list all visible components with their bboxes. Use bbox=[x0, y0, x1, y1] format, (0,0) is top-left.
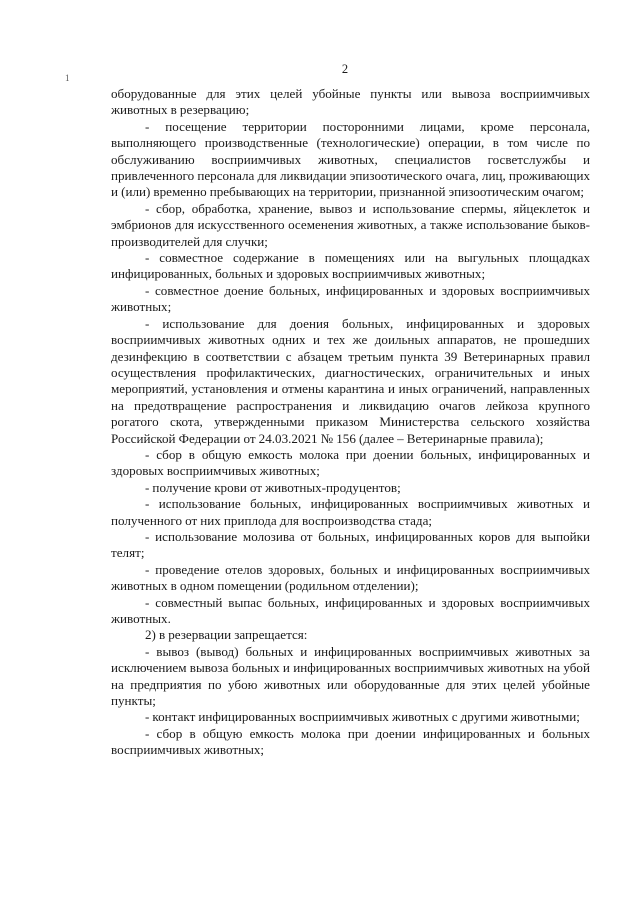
paragraph-item: - посещение территории посторонними лицами, кроме персонала, выполняющего производственные (технологические) операции, в том числе по обслуживанию восприимчивых животных, специалистов госветслужбы и привлеченного персонала для ликвидации эпизоотического очага, лиц, проживающих и (или) временно пребывающих на территории, признанной эпизоотическим очагом; bbox=[111, 118, 590, 200]
paragraph-item: - контакт инфицированных восприимчивых животных с другими животными; bbox=[145, 709, 580, 725]
page-number: 2 bbox=[341, 62, 349, 76]
margin-mark: 1 bbox=[65, 73, 70, 83]
paragraph-item: - сбор в общую емкость молока при доении инфицированных и больных восприимчивых животных; bbox=[111, 725, 590, 758]
paragraph-item: - использование для доения больных, инфицированных и здоровых восприимчивых животных одних и тех же доильных аппаратов, не прошедших дезинфекцию в соответствии с абзацем третьим пункта 39 Ветеринарных правил осуществления профилактических, диагностических, ограничительных и иных мероприятий, установления и отмены карантина и иных ограничений, направленных на предотвращение распространения и ликвидацию очагов лейкоза крупного рогатого скота, утвержденными приказом Министерства сельского хозяйства Российской Федерации от 24.03.2021 № 156 (далее – Ветеринарные правила); bbox=[111, 315, 590, 446]
paragraph-item: - вывоз (вывод) больных и инфицированных восприимчивых животных за исключением вывоза больных и инфицированных восприимчивых животных на убой на предприятия по убою животных или оборудованные для этих целей убойные пункты; bbox=[111, 643, 590, 709]
section-heading: 2) в резервации запрещается: bbox=[145, 627, 308, 643]
paragraph-continuation: оборудованные для этих целей убойные пункты или вывоза восприимчивых животных в резервацию; bbox=[111, 86, 590, 118]
paragraph-item: - совместное доение больных, инфицированных и здоровых восприимчивых животных; bbox=[111, 282, 590, 315]
paragraph-item: - получение крови от животных-продуцентов; bbox=[145, 479, 401, 495]
paragraph-item: - сбор в общую емкость молока при доении больных, инфицированных и здоровых восприимчивых животных; bbox=[111, 446, 590, 479]
paragraph-item: - использование молозива от больных, инфицированных коров для выпойки телят; bbox=[111, 528, 590, 561]
paragraph-item: - использование больных, инфицированных восприимчивых животных и полученного от них приплода для воспроизводства стада; bbox=[111, 496, 590, 528]
paragraph-item: - сбор, обработка, хранение, вывоз и использование спермы, яйцеклеток и эмбрионов для искусственного осеменения животных, а также использование быков-производителей для случки; bbox=[111, 200, 590, 249]
paragraph-item: - совместный выпас больных, инфицированных и здоровых восприимчивых животных. bbox=[111, 594, 590, 626]
paragraph-item: - проведение отелов здоровых, больных и инфицированных восприимчивых животных в одном помещении (родильном отделении); bbox=[111, 561, 590, 594]
paragraph-item: - совместное содержание в помещениях или на выгульных площадках инфицированных, больных и здоровых восприимчивых животных; bbox=[111, 250, 590, 282]
document-body bbox=[111, 86, 590, 759]
